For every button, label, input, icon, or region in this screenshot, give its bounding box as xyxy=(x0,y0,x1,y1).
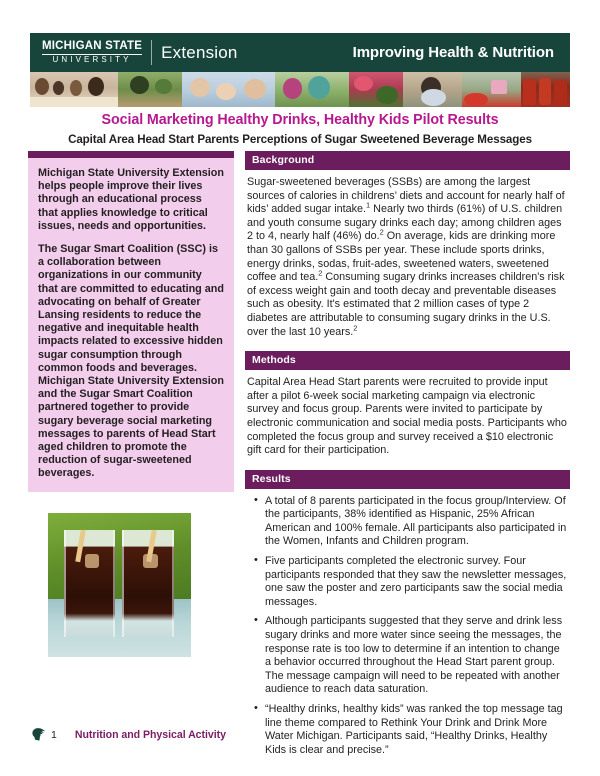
sidebar-content xyxy=(28,158,234,492)
msu-wordmark-line1: MICHIGAN STATE xyxy=(42,41,142,55)
section-heading-background: Background xyxy=(245,151,570,170)
footnote-ref-4: 2 xyxy=(353,322,358,332)
photo-garden xyxy=(118,72,182,107)
msu-wordmark xyxy=(42,41,151,64)
photo-mother-child-market xyxy=(275,72,349,107)
section-body-methods xyxy=(245,370,570,466)
section-body-background xyxy=(245,170,570,347)
background-text-1: Sugar-sweetened beverages (SSBs) are among the largest sources of calories in childrens’ diets and account for nearly half of kids’ added sugar intake. xyxy=(247,176,565,216)
msu-logo-lockup xyxy=(42,40,238,65)
cola-glass-right xyxy=(122,530,173,637)
photo-produce-flowers xyxy=(349,72,403,107)
photo-farmers-market xyxy=(462,72,521,107)
section-heading-results: Results xyxy=(245,470,570,489)
spartan-helmet-icon xyxy=(30,726,48,744)
cola-glasses-photo xyxy=(48,513,191,657)
photo-canned-tomatoes xyxy=(521,72,570,107)
list-item: • A total of 8 parents participated in the focus group/Interview. Of the participants, 38% identified as Hispanic, 25% African American and 100% female. All participants also participated in the Women, Infants and Children program. xyxy=(265,495,568,549)
ice-cube xyxy=(85,554,99,568)
banner-tagline: Improving Health & Nutrition xyxy=(352,44,554,61)
page-subtitle: Capital Area Head Start Parents Perceptions of Sugar Sweetened Beverage Messages xyxy=(68,133,532,146)
background-text-2: Nearly two thirds (61%) of U.S. children and youth consume sugary drinks each day; among children ages 2 to 4, nearly half (46%) do. xyxy=(247,203,563,243)
ice-cube xyxy=(143,554,157,568)
footnote-ref-2: 2 xyxy=(379,227,384,237)
msu-wordmark-line2: UNIVERSITY xyxy=(52,55,132,64)
sidebar-paragraph-2: The Sugar Smart Coalition (SSC) is a collaboration between organizations in our community that are committed to educating and advocating on behalf of Greater Lansing residents to reduce the negative and inequitable health impacts related to excessive hidden sugar consumption through common foods and beverages. Michigan State University Extension and the Sugar Smart Coalition partnered together to provide sugary beverage social marketing messages to parents of Head Start aged children to promote the reduction of sugar-sweetened beverages. xyxy=(38,243,224,480)
background-text-3: On average, kids are drinking more than 30 gallons of SSBs per year. These include sports drinks, energy drinks, sodas, fruit-ades, sweetened waters, sweetened coffee and tea. xyxy=(247,230,556,284)
results-bullet-list xyxy=(247,495,568,758)
msu-extension-banner xyxy=(30,33,570,72)
page-footer xyxy=(30,726,226,744)
sidebar-panel xyxy=(28,151,234,492)
section-heading-methods: Methods xyxy=(245,351,570,370)
methods-text: Capital Area Head Start parents were recruited to provide input after a pilot 6-week social marketing campaign via electronic survey and focus group. Parents were invited to participate by electronic communication and social media posts. Participants who completed the focus group and survey received a $10 electronic gift card for their participation. xyxy=(247,376,567,457)
cola-glass-left xyxy=(64,530,115,637)
list-item: • Although participants suggested that they serve and drink less sugary drinks and more water since seeing the messages, the response rate is too low to determine if an intention to change a behavior occurred throughout the Head Start parent group. The message campaign will need to be repeated with another audience to reach data saturation. xyxy=(265,615,568,697)
footnote-ref-3: 2 xyxy=(318,268,323,278)
photo-grocery-shopper xyxy=(403,72,462,107)
sidebar-accent-bar xyxy=(28,151,234,158)
section-body-results xyxy=(245,489,570,766)
list-item: • Five participants completed the electronic survey. Four participants responded that they saw the newsletter messages, one saw the poster and zero participants saw the social media messages. xyxy=(265,555,568,609)
logo-divider xyxy=(151,40,152,65)
page-number: 1 xyxy=(51,729,57,741)
header-photo-strip xyxy=(30,72,570,107)
list-item: • “Healthy drinks, healthy kids” was ranked the top message tag line theme compared to Rethink Your Drink and Drink More Water Michigan. Participants said, “Healthy Drinks, Healthy Kids is clear and precise.” xyxy=(265,703,568,757)
footnote-ref-1: 1 xyxy=(366,200,371,210)
main-content-column xyxy=(245,151,570,765)
page-title: Social Marketing Healthy Drinks, Healthy Kids Pilot Results xyxy=(101,112,499,128)
photo-family-dinner xyxy=(30,72,118,107)
extension-label: Extension xyxy=(161,42,238,62)
background-text-4: Consuming sugary drinks increases children's risk of excess weight gain and tooth decay and preventable diseases such as obesity. It's estimated that 2 million cases of type 2 diabetes are attributable to consuming sugary drinks in the U.S. over the last 10 years. xyxy=(247,271,565,338)
sidebar-paragraph-1: Michigan State University Extension helps people improve their lives through an educational process that applies knowledge to critical issues, needs and opportunities. xyxy=(38,167,224,232)
footer-program-label: Nutrition and Physical Activity xyxy=(74,729,226,741)
photo-seniors xyxy=(182,72,275,107)
